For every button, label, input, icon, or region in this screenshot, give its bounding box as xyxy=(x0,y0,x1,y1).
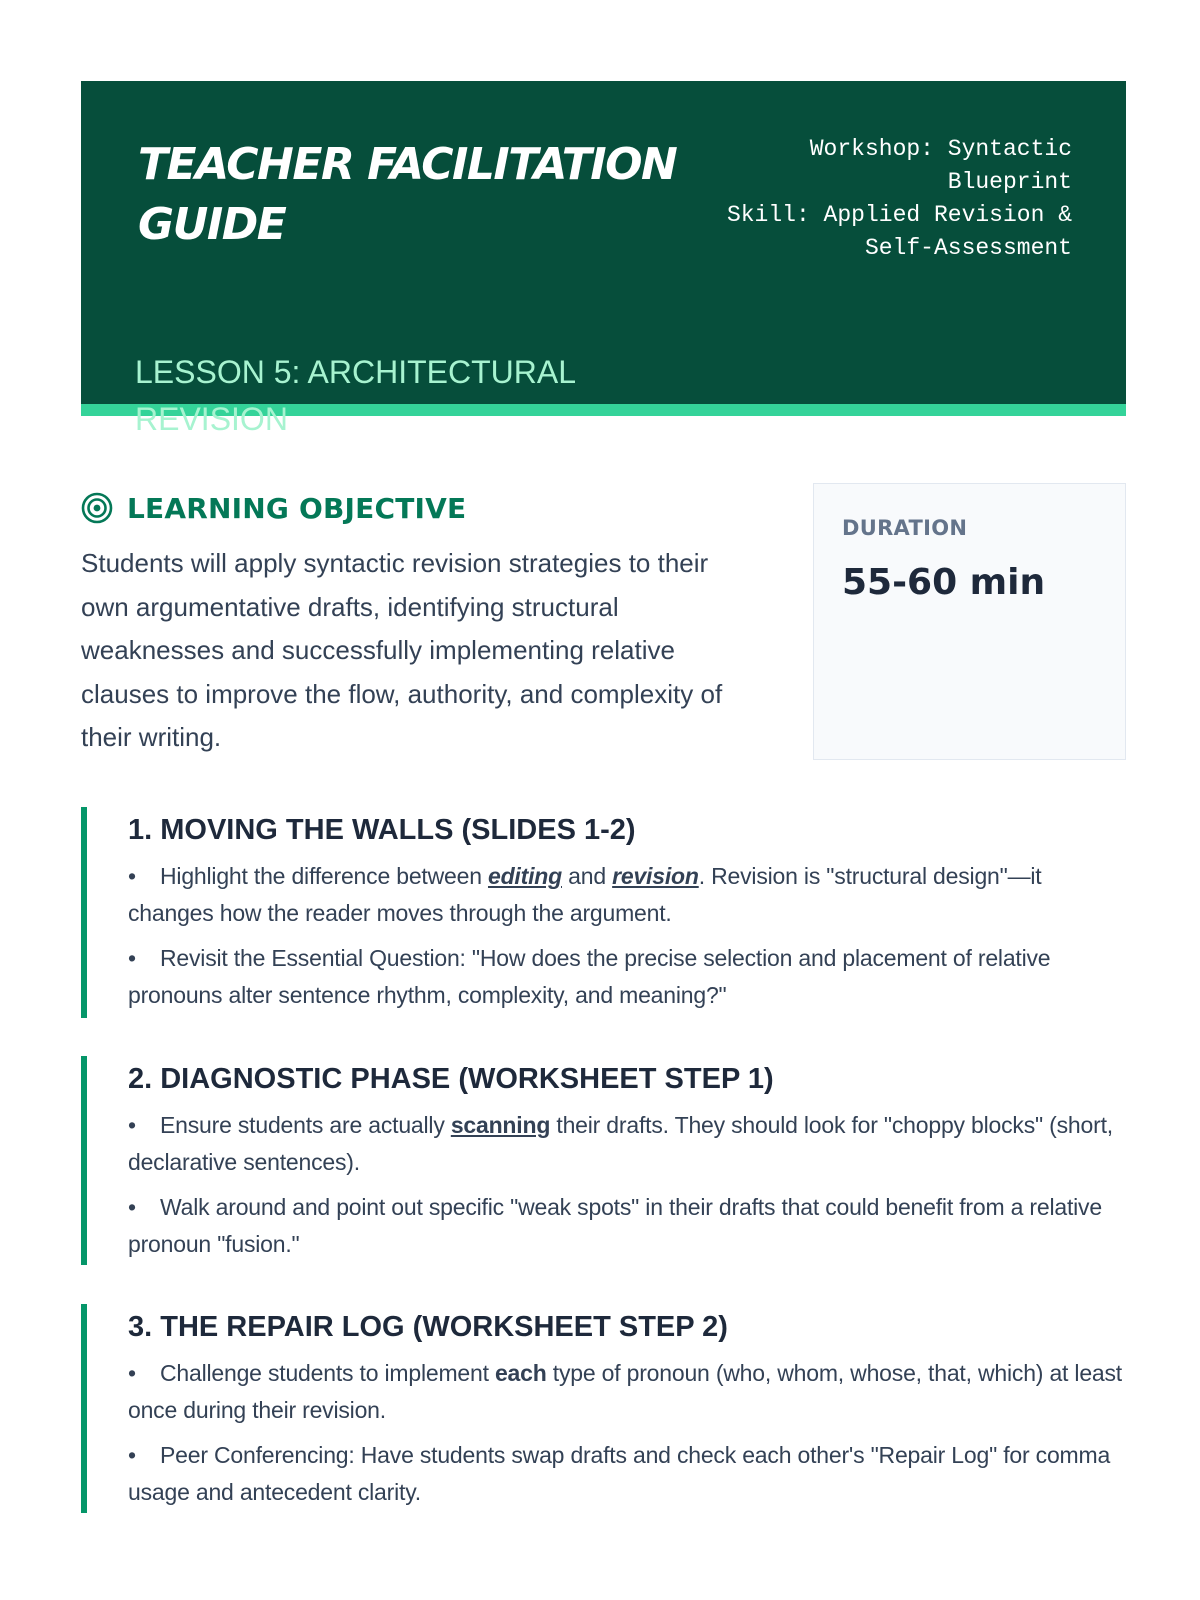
list-item xyxy=(128,1107,1126,1181)
duration-label: DURATION xyxy=(842,516,968,540)
lesson-subtitle: LESSON 5: ARCHITECTURAL REVISION xyxy=(135,354,575,437)
bullet-text: Ensure students are actually xyxy=(160,1112,451,1138)
bullet-text: Walk around and point out specific "weak spots" in their drafts that could benefit from a relative pronoun "fusion." xyxy=(128,1194,1102,1257)
section-repair-log xyxy=(81,1304,1126,1513)
bullet-list xyxy=(128,1355,1126,1511)
section-title: 2. DIAGNOSTIC PHASE (WORKSHEET STEP 1) xyxy=(128,1063,774,1095)
bullet-text: . Revision is "structural design"—it changes how the reader moves through the argument. xyxy=(128,863,1042,926)
section-title: 1. MOVING THE WALLS (SLIDES 1-2) xyxy=(128,814,636,846)
workshop-label: Workshop: Syntactic Blueprint xyxy=(809,136,1072,195)
list-item xyxy=(128,1437,1126,1511)
bullet-text: Challenge students to implement xyxy=(160,1360,495,1386)
emphasis-editing: editing xyxy=(487,863,562,889)
objective-text: Students will apply syntactic revision strategies to their own argumentative drafts, identifying structural weaknesses and successfully implementing relative clauses to improve the flow, authority, and complexity of their writing. xyxy=(81,548,723,752)
bullet-glyph: • xyxy=(128,945,136,971)
list-item xyxy=(128,1355,1126,1429)
bullet-text: their drafts. They should look for "choppy blocks" (short, declarative sentences). xyxy=(128,1112,1113,1175)
bullet-glyph: • xyxy=(128,1360,136,1386)
section-moving-the-walls xyxy=(81,807,1126,1018)
learning-objective xyxy=(81,488,761,760)
bullet-glyph: • xyxy=(128,1112,136,1138)
emphasis-revision: revision xyxy=(612,863,699,889)
guide-title: TEACHER FACILITATION GUIDE xyxy=(138,139,677,250)
objective-heading-text: LEARNING OBJECTIVE xyxy=(127,491,467,525)
target-icon xyxy=(81,492,113,524)
objective-heading xyxy=(81,488,761,528)
bullet-glyph: • xyxy=(128,1442,136,1468)
list-item xyxy=(128,940,1126,1014)
header-meta xyxy=(692,133,1072,265)
bullet-list xyxy=(128,858,1126,1014)
bullet-text: Peer Conferencing: Have students swap drafts and check each other's "Repair Log" for comma usage and antecedent clarity. xyxy=(128,1442,1111,1505)
bullet-text: Revisit the Essential Question: "How does the precise selection and placement of relative pronouns alter sentence rhythm, complexity, and meaning?" xyxy=(128,945,1051,1008)
duration-value: 55-60 min xyxy=(842,562,1046,603)
section-diagnostic-phase xyxy=(81,1056,1126,1265)
header-banner xyxy=(81,81,1126,437)
list-item xyxy=(128,858,1126,932)
bullet-glyph: • xyxy=(128,863,136,889)
bullet-text: Highlight the difference between xyxy=(160,863,488,889)
bullet-text: and xyxy=(561,863,613,889)
bullet-text: type of pronoun (who, whom, whose, that, which) at least once during their revision. xyxy=(128,1360,1122,1423)
duration-card xyxy=(813,483,1126,760)
section-title: 3. THE REPAIR LOG (WORKSHEET STEP 2) xyxy=(128,1311,728,1343)
bullet-list xyxy=(128,1107,1126,1263)
emphasis-scanning: scanning xyxy=(450,1112,551,1138)
list-item xyxy=(128,1189,1126,1263)
emphasis-each: each xyxy=(494,1360,547,1386)
skill-label: Skill: Applied Revision & Self-Assessment xyxy=(726,202,1072,261)
bullet-glyph: • xyxy=(128,1194,136,1220)
